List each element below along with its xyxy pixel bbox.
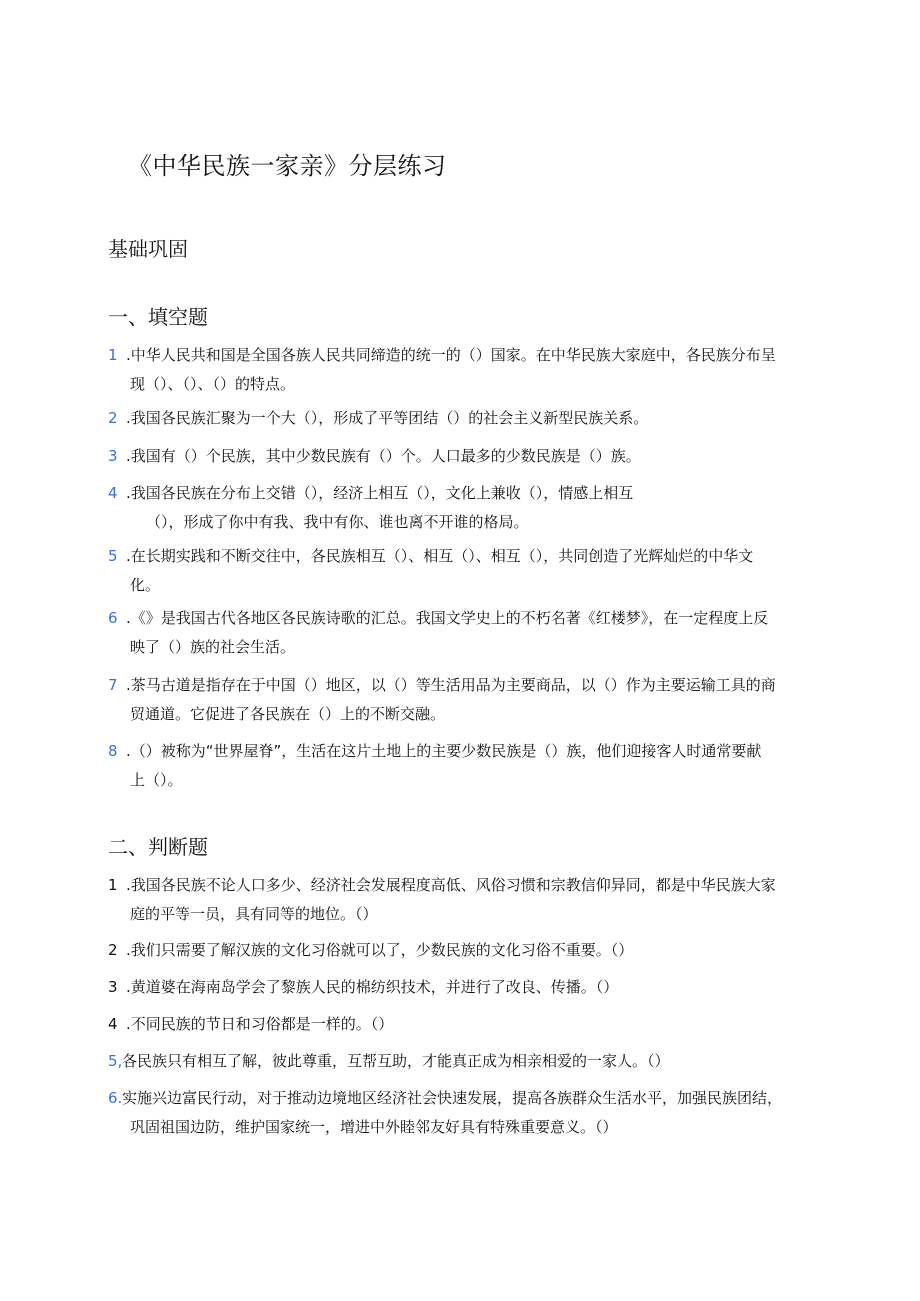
- fill-blank-question-7: [108, 671, 808, 729]
- true-false-question-6: [108, 1084, 808, 1142]
- question-number: 8: [108, 742, 118, 760]
- question-number: 6: [108, 609, 118, 627]
- question-number: 1: [108, 346, 118, 364]
- question-text-continued: （），形成了你中有我、我中有你、谁也离不开谁的格局。: [146, 513, 529, 531]
- question-text: .我们只需要了解汉族的文化习俗就可以了，少数民族的文化习俗不重要。（）: [126, 941, 634, 959]
- question-text: 实施兴边富民行动，对于推动边境地区经济社会快速发展，提高各族群众生活水平，加强民族团结，: [122, 1089, 783, 1107]
- question-text: 各民族只有相互了解，彼此尊重，互帮互助，才能真正成为相亲相爱的一家人。（）: [122, 1052, 670, 1070]
- document-title: 《中华民族一家亲》分层练习: [128, 152, 447, 180]
- question-text: .我国有（）个民族，其中少数民族有（）个。人口最多的少数民族是（）族。: [126, 447, 641, 465]
- question-text-continued: 映了（）族的社会生活。: [130, 638, 296, 656]
- true-false-question-1: [108, 871, 808, 929]
- question-number: 3: [108, 978, 118, 996]
- question-text-continued: 巩固祖国边防，维护国家统一，增进中外睦邻友好具有特殊重要意义。（）: [130, 1118, 618, 1136]
- question-number: 2: [108, 409, 118, 427]
- fill-blank-question-3: [108, 442, 808, 471]
- question-text: .黄道婆在海南岛学会了黎族人民的棉纺织技术，并进行了改良、传播。（）: [126, 978, 619, 996]
- question-text: .我国各民族汇聚为一个大（），形成了平等团结（）的社会主义新型民族关系。: [126, 409, 649, 427]
- fill-blank-question-1: [108, 341, 808, 399]
- question-text-continued: 贸通道。它促进了各民族在（）上的不断交融。: [130, 705, 446, 723]
- question-text-continued: 上（）。: [130, 771, 183, 789]
- question-number: 4: [108, 484, 118, 502]
- fill-blank-question-6: [108, 604, 808, 662]
- question-number: 4: [108, 1015, 118, 1033]
- question-text: .我国各民族不论人口多少、经济社会发展程度高低、风俗习惯和宗教信仰异同，都是中华民族大家: [126, 876, 776, 894]
- question-text: .中华人民共和国是全国各族人民共同缔造的统一的（）国家。在中华民族大家庭中，各民族分布呈: [126, 346, 776, 364]
- question-number: 5,: [108, 1052, 123, 1070]
- question-text: .不同民族的节日和习俗都是一样的。（）: [126, 1015, 394, 1033]
- question-number: 1: [108, 876, 118, 894]
- fill-blank-question-2: [108, 404, 808, 433]
- question-text: .茶马古道是指存在于中国（）地区，以（）等生活用品为主要商品，以（）作为主要运输工具的商: [126, 676, 776, 694]
- true-false-heading: 二、判断题: [108, 835, 208, 859]
- true-false-question-5: [108, 1047, 808, 1076]
- fill-blank-question-5: [108, 542, 808, 600]
- fill-blank-question-8: [108, 737, 808, 795]
- question-text-continued: 化。: [130, 576, 161, 594]
- fill-blank-question-4: [108, 479, 808, 537]
- question-text: .《》是我国古代各地区各民族诗歌的汇总。我国文学史上的不朽名著《红楼梦》，在一定程度上反: [126, 609, 769, 627]
- question-number: 6.: [108, 1089, 123, 1107]
- question-text: .（）被称为“世界屋脊”，生活在这片土地上的主要少数民族是（）族，他们迎接客人时通常要献: [126, 742, 762, 760]
- question-number: 3: [108, 447, 118, 465]
- question-text: .我国各民族在分布上交错（），经济上相互（），文化上兼收（），情感上相互: [126, 484, 634, 502]
- fill-blank-heading: 一、填空题: [108, 305, 208, 329]
- true-false-question-4: [108, 1010, 808, 1039]
- question-text-continued: 现（）、（）、（）的特点。: [130, 375, 296, 393]
- question-number: 5: [108, 547, 118, 565]
- question-number: 7: [108, 676, 118, 694]
- level-heading: 基础巩固: [108, 237, 188, 261]
- question-text-continued: 庭的平等一员，具有同等的地位。（）: [130, 905, 378, 923]
- true-false-question-3: [108, 973, 808, 1002]
- question-text: .在长期实践和不断交往中，各民族相互（）、相互（）、相互（），共同创造了光辉灿烂的中华文: [126, 547, 754, 565]
- question-number: 2: [108, 941, 118, 959]
- true-false-question-2: [108, 936, 808, 965]
